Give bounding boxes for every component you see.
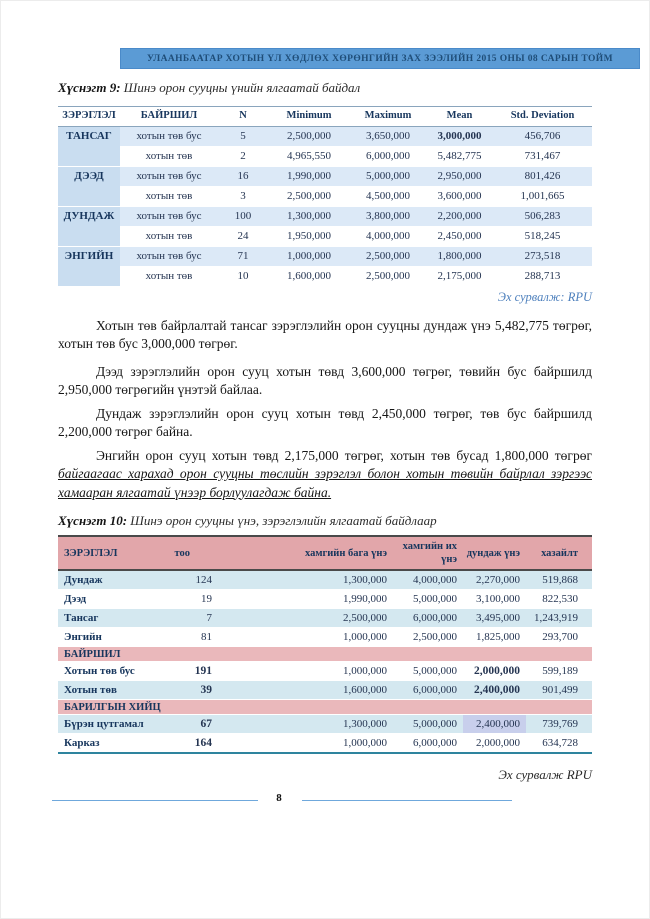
max-price-cell: 4,000,000 [393, 570, 463, 590]
maximum-cell: 4,000,000 [350, 226, 426, 246]
section-header-cell: БАЙРШИЛ [58, 647, 592, 662]
std-deviation-cell: 288,713 [493, 266, 592, 286]
location-cell: хотын төв бус [120, 246, 218, 266]
minimum-cell: 2,500,000 [268, 126, 350, 146]
paragraph-3: Дундаж зэрэглэлийн орон сууц хотын төвд 2,450,000 төгрөг, төв бус байршилд 2,200,000 төгрөг байна. [58, 405, 592, 440]
table9-row [58, 126, 592, 146]
table9-column-header: Minimum [268, 107, 350, 127]
table10-column-header: тоо [168, 536, 218, 570]
mean-cell: 2,450,000 [426, 226, 493, 246]
section-header-cell: БАРИЛГЫН ХИЙЦ [58, 700, 592, 715]
table10-row [58, 662, 592, 681]
location-cell: хотын төв [120, 266, 218, 286]
min-price-cell: 1,000,000 [218, 734, 393, 754]
count-cell: 39 [168, 681, 218, 700]
table10-section-row [58, 647, 592, 662]
mean-price-cell: 1,825,000 [463, 628, 526, 647]
category-cell: ДЭЭД [58, 166, 120, 206]
table10-column-header: хамгийн бага үнэ [218, 536, 393, 570]
deviation-cell: 1,243,919 [526, 609, 592, 628]
label-cell: Дээд [58, 590, 168, 609]
paragraph-4-emphasis: байгаагаас харахад орон сууцны төслийн зэрэглэл болон хотын төвийн байрлал зэргээс хамааран ялгаатай үнээр борлуулагдаж байна. [58, 466, 592, 500]
table9-row [58, 266, 592, 286]
table10-source: Эх сурвалж RPU [498, 767, 592, 783]
mean-price-cell: 2,270,000 [463, 570, 526, 590]
label-cell: Бүрэн цутгамал [58, 715, 168, 734]
count-cell: 191 [168, 662, 218, 681]
table10-row [58, 715, 592, 734]
table10-column-header: ЗЭРЭГЛЭЛ [58, 536, 168, 570]
table10-column-header: хамгийн их үнэ [393, 536, 463, 570]
deviation-cell: 293,700 [526, 628, 592, 647]
category-cell: ТАНСАГ [58, 126, 120, 166]
table9-body [58, 126, 592, 286]
min-price-cell: 1,000,000 [218, 662, 393, 681]
table9-column-header: БАЙРШИЛ [120, 107, 218, 127]
table9-row [58, 146, 592, 166]
table9-row [58, 226, 592, 246]
std-deviation-cell: 273,518 [493, 246, 592, 266]
min-price-cell: 1,600,000 [218, 681, 393, 700]
table10-caption-label: Хүснэгт 10: [58, 513, 128, 529]
max-price-cell: 6,000,000 [393, 609, 463, 628]
table10-row [58, 628, 592, 647]
table10-caption-text: Шинэ орон сууцны үнэ, зэрэглэлийн ялгаатай байдлаар [127, 513, 437, 529]
min-price-cell: 1,990,000 [218, 590, 393, 609]
table9-caption-label: Хүснэгт 9: [58, 80, 121, 95]
minimum-cell: 4,965,550 [268, 146, 350, 166]
minimum-cell: 2,500,000 [268, 186, 350, 206]
n-cell: 2 [218, 146, 268, 166]
table9-row [58, 186, 592, 206]
count-cell: 67 [168, 715, 218, 734]
category-cell: ЭНГИЙН [58, 246, 120, 286]
count-cell: 19 [168, 590, 218, 609]
category-cell: ДУНДАЖ [58, 206, 120, 246]
location-cell: хотын төв [120, 146, 218, 166]
max-price-cell: 5,000,000 [393, 662, 463, 681]
count-cell: 81 [168, 628, 218, 647]
std-deviation-cell: 506,283 [493, 206, 592, 226]
table10-column-header: хазайлт [526, 536, 592, 570]
label-cell: Дундаж [58, 570, 168, 590]
mean-price-cell: 2,400,000 [463, 715, 526, 734]
deviation-cell: 901,499 [526, 681, 592, 700]
location-cell: хотын төв [120, 226, 218, 246]
mean-price-cell: 2,000,000 [463, 734, 526, 754]
table10-column-header: дундаж үнэ [463, 536, 526, 570]
n-cell: 5 [218, 126, 268, 146]
table9 [58, 106, 592, 287]
footer-rule-right [302, 800, 512, 801]
min-price-cell: 1,000,000 [218, 628, 393, 647]
mean-cell: 3,600,000 [426, 186, 493, 206]
location-cell: хотын төв [120, 186, 218, 206]
table10-body [58, 570, 592, 753]
table10-row [58, 570, 592, 590]
table9-column-header: ЗЭРЭГЛЭЛ [58, 107, 120, 127]
table10 [58, 535, 592, 754]
page-number: 8 [276, 792, 282, 804]
footer-rule-left [52, 800, 258, 801]
label-cell: Энгийн [58, 628, 168, 647]
table10-row [58, 681, 592, 700]
n-cell: 10 [218, 266, 268, 286]
table9-row [58, 206, 592, 226]
mean-price-cell: 2,000,000 [463, 662, 526, 681]
table9-column-header: Std. Deviation [493, 107, 592, 127]
table10-header [58, 536, 592, 570]
maximum-cell: 5,000,000 [350, 166, 426, 186]
minimum-cell: 1,950,000 [268, 226, 350, 246]
maximum-cell: 4,500,000 [350, 186, 426, 206]
table10-section-row [58, 700, 592, 715]
label-cell: Тансаг [58, 609, 168, 628]
count-cell: 164 [168, 734, 218, 754]
deviation-cell: 739,769 [526, 715, 592, 734]
table10-header-row [58, 536, 592, 570]
min-price-cell: 2,500,000 [218, 609, 393, 628]
label-cell: Хотын төв бус [58, 662, 168, 681]
table10-row [58, 734, 592, 754]
maximum-cell: 3,800,000 [350, 206, 426, 226]
min-price-cell: 1,300,000 [218, 715, 393, 734]
mean-price-cell: 3,495,000 [463, 609, 526, 628]
max-price-cell: 6,000,000 [393, 734, 463, 754]
n-cell: 71 [218, 246, 268, 266]
minimum-cell: 1,600,000 [268, 266, 350, 286]
minimum-cell: 1,990,000 [268, 166, 350, 186]
table9-header [58, 107, 592, 127]
location-cell: хотын төв бус [120, 206, 218, 226]
paragraph-1: Хотын төв байрлалтай тансаг зэрэглэлийн орон сууцны дундаж үнэ 5,482,775 төгрөг, хотын төв бус 3,000,000 төгрөг. [58, 317, 592, 352]
n-cell: 16 [218, 166, 268, 186]
n-cell: 24 [218, 226, 268, 246]
paragraph-4-lead: Энгийн орон сууц хотын төвд 2,175,000 төгрөг, хотын төв бусад 1,800,000 төгрөг [96, 447, 592, 463]
table9-header-row [58, 107, 592, 127]
location-cell: хотын төв бус [120, 126, 218, 146]
std-deviation-cell: 456,706 [493, 126, 592, 146]
max-price-cell: 2,500,000 [393, 628, 463, 647]
count-cell: 124 [168, 570, 218, 590]
count-cell: 7 [168, 609, 218, 628]
n-cell: 100 [218, 206, 268, 226]
table9-caption [58, 80, 592, 96]
max-price-cell: 5,000,000 [393, 715, 463, 734]
mean-cell: 5,482,775 [426, 146, 493, 166]
paragraph-2: Дээд зэрэглэлийн орон сууц хотын төвд 3,600,000 төгрөг, төвийн бус байршилд 2,950,000 төгрөгийн үнэтэй байлаа. [58, 363, 592, 398]
minimum-cell: 1,000,000 [268, 246, 350, 266]
table9-row [58, 246, 592, 266]
maximum-cell: 6,000,000 [350, 146, 426, 166]
std-deviation-cell: 731,467 [493, 146, 592, 166]
page-content [58, 0, 592, 782]
deviation-cell: 519,868 [526, 570, 592, 590]
deviation-cell: 822,530 [526, 590, 592, 609]
mean-price-cell: 3,100,000 [463, 590, 526, 609]
deviation-cell: 599,189 [526, 662, 592, 681]
min-price-cell: 1,300,000 [218, 570, 393, 590]
table10-row [58, 609, 592, 628]
table9-column-header: N [218, 107, 268, 127]
n-cell: 3 [218, 186, 268, 206]
std-deviation-cell: 1,001,665 [493, 186, 592, 206]
table9-column-header: Maximum [350, 107, 426, 127]
mean-cell: 2,200,000 [426, 206, 493, 226]
mean-cell: 2,950,000 [426, 166, 493, 186]
mean-cell: 2,175,000 [426, 266, 493, 286]
mean-cell: 3,000,000 [426, 126, 493, 146]
header-banner: УЛААНБААТАР ХОТЫН ҮЛ ХӨДЛӨХ ХӨРӨНГИЙН ЗАХ ЗЭЭЛИЙН 2015 ОНЫ 08 САРЫН ТОЙМ [120, 48, 640, 69]
mean-price-cell: 2,400,000 [463, 681, 526, 700]
max-price-cell: 5,000,000 [393, 590, 463, 609]
maximum-cell: 2,500,000 [350, 246, 426, 266]
maximum-cell: 3,650,000 [350, 126, 426, 146]
label-cell: Хотын төв [58, 681, 168, 700]
mean-cell: 1,800,000 [426, 246, 493, 266]
minimum-cell: 1,300,000 [268, 206, 350, 226]
maximum-cell: 2,500,000 [350, 266, 426, 286]
label-cell: Карказ [58, 734, 168, 754]
table9-caption-text: Шинэ орон сууцны үнийн ялгаатай байдал [120, 80, 361, 95]
table9-row [58, 166, 592, 186]
table9-source: Эх сурвалж: RPU [497, 289, 592, 304]
max-price-cell: 6,000,000 [393, 681, 463, 700]
deviation-cell: 634,728 [526, 734, 592, 754]
paragraph-4 [58, 447, 592, 503]
table10-caption [58, 513, 592, 529]
location-cell: хотын төв бус [120, 166, 218, 186]
std-deviation-cell: 801,426 [493, 166, 592, 186]
table9-column-header: Mean [426, 107, 493, 127]
std-deviation-cell: 518,245 [493, 226, 592, 246]
table10-row [58, 590, 592, 609]
